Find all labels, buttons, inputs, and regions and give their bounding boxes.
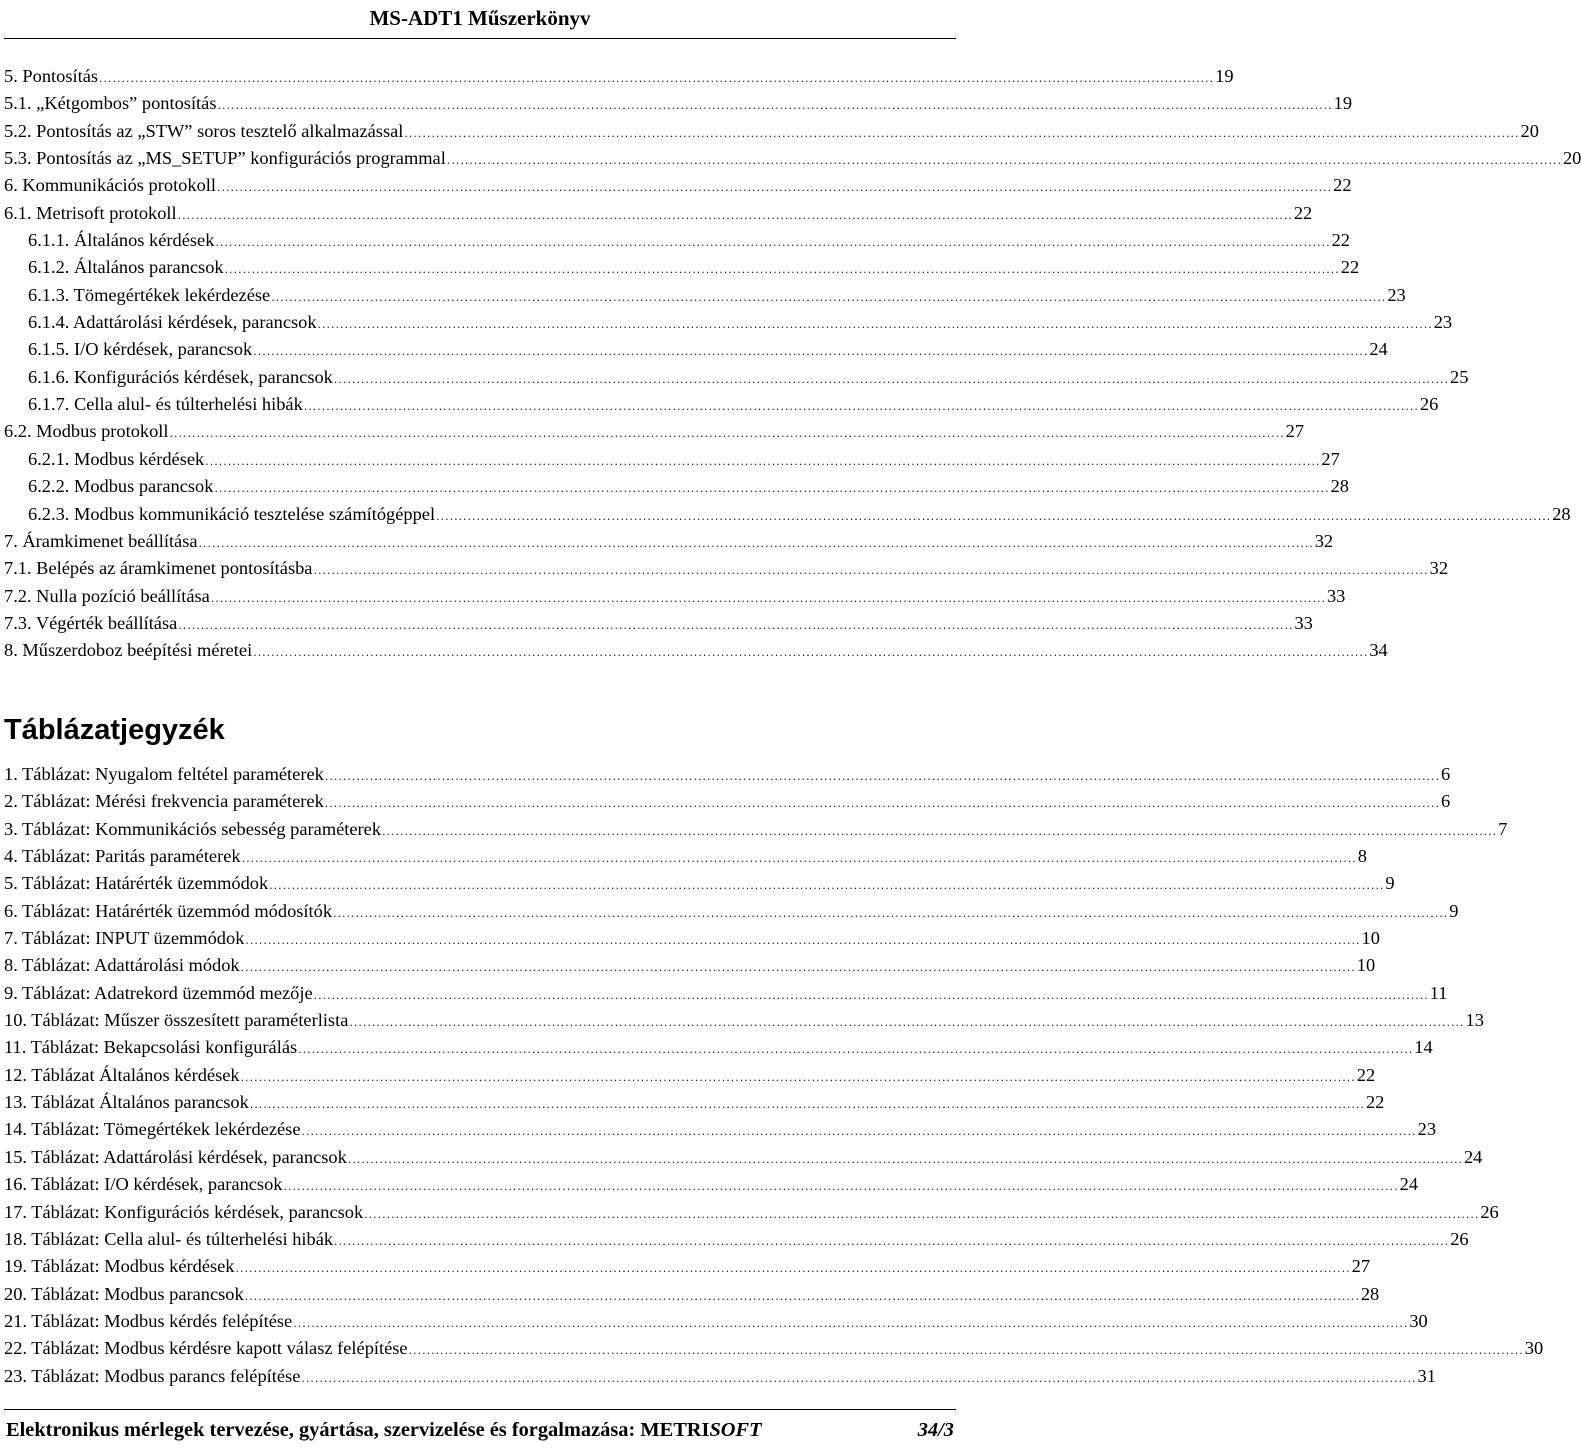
toc-entry-title: 6.2. Modbus protokoll: [4, 421, 169, 442]
toc-entry[interactable]: [4, 1007, 1484, 1034]
toc-entry-title: 10. Táblázat: Műszer összesített paraméterlista: [4, 1010, 349, 1031]
toc-page-number: 27: [1321, 448, 1340, 469]
dot-leader: [314, 982, 1429, 1009]
toc-entry[interactable]: [4, 870, 1395, 897]
toc-entry[interactable]: [4, 925, 1380, 952]
toc-page-number: 11: [1429, 982, 1448, 1003]
toc-page-number: 27: [1285, 421, 1305, 442]
toc-page-number: 26: [1480, 1201, 1499, 1222]
toc-entry[interactable]: [4, 1226, 1469, 1253]
toc-entry[interactable]: [4, 1171, 1419, 1198]
toc-page-number: 30: [1524, 1338, 1544, 1359]
toc-entry[interactable]: [4, 391, 1439, 418]
toc-page-number: 24: [1463, 1146, 1483, 1167]
dot-leader: [241, 1064, 1356, 1091]
toc-page-number: 34: [1369, 640, 1388, 661]
toc-entry[interactable]: [4, 761, 1451, 788]
toc-entry-title: 16. Táblázat: I/O kérdések, parancsok: [4, 1174, 283, 1195]
dot-leader: [301, 1365, 1416, 1392]
toc-entry-title: 1. Táblázat: Nyugalom feltétel paraméterek: [4, 764, 324, 784]
toc-page-number: 22: [1333, 175, 1352, 196]
toc-entry-title: 5. Táblázat: Határérték üzemmódok: [4, 873, 269, 894]
toc-page-number: 28: [1552, 503, 1571, 524]
toc-entry-title: 7.3. Végérték beállítása: [4, 612, 178, 633]
toc-page-number: 32: [1314, 530, 1334, 551]
toc-entry[interactable]: [4, 118, 1539, 145]
toc-entry-title: 23. Táblázat: Modbus parancs felépítése: [4, 1365, 301, 1386]
toc-page-number: 25: [1450, 366, 1469, 387]
toc-page-number: 10: [1356, 955, 1376, 976]
toc-page-number: 33: [1294, 612, 1313, 633]
toc-page-number: 23: [1417, 1119, 1437, 1140]
dot-leader: [447, 147, 1562, 174]
dot-leader: [245, 1283, 1360, 1310]
dot-leader: [302, 1118, 1417, 1145]
toc-entry[interactable]: [4, 501, 1571, 528]
toc-page-number: 9: [1449, 900, 1459, 921]
toc-entry-title: 5.3. Pontosítás az „MS_SETUP” konfigurációs programmal: [4, 148, 446, 169]
toc-entry-title: 13. Táblázat Általános parancsok: [4, 1092, 249, 1113]
toc-entry[interactable]: [4, 1199, 1499, 1226]
toc-entry[interactable]: [4, 528, 1334, 555]
toc-entry[interactable]: [4, 200, 1313, 227]
toc-entry-title: 8. Táblázat: Adattárolási módok: [4, 955, 240, 976]
toc-entry-title: 6.1.6. Konfigurációs kérdések, parancsok: [28, 366, 333, 387]
dot-leader: [225, 256, 1340, 283]
dot-leader: [409, 1337, 1524, 1364]
toc-entry-title: 6.2.1. Modbus kérdések: [28, 448, 205, 469]
toc-page-number: 20: [1520, 120, 1539, 141]
dot-leader: [199, 530, 1314, 557]
page-header-title: MS-ADT1 Műszerkönyv: [369, 6, 591, 30]
toc-page-number: 28: [1360, 1283, 1380, 1304]
toc-entry-title: 3. Táblázat: Kommunikációs sebesség paraméterek: [4, 818, 382, 839]
dot-leader: [269, 872, 1384, 899]
toc-entry-title: 6.1.5. I/O kérdések, parancsok: [28, 339, 253, 360]
toc-entry[interactable]: [4, 843, 1367, 870]
toc-page-number: 23: [1433, 312, 1453, 333]
toc-entry[interactable]: [4, 1253, 1371, 1280]
dot-leader: [318, 311, 1433, 338]
footer-company-line: [6, 1415, 762, 1445]
dot-leader: [241, 954, 1356, 981]
toc-page-number: 6: [1440, 764, 1451, 784]
toc-entry[interactable]: [4, 1116, 1437, 1143]
toc-page-number: 9: [1385, 873, 1395, 894]
toc-page-number: 8: [1357, 846, 1367, 867]
footer-brand-suffix: SOFT: [709, 1419, 762, 1441]
toc-page-number: 7: [1498, 818, 1508, 839]
dot-leader: [218, 92, 1333, 119]
footer-text: Elektronikus mérlegek tervezése, gyártása, szervizelése és forgalmazása: METRI: [6, 1419, 710, 1441]
toc-page-number: 6: [1440, 791, 1451, 812]
dot-leader: [293, 1310, 1408, 1337]
toc-entry-title: 5.1. „Kétgombos” pontosítás: [4, 93, 217, 114]
toc-entry-title: 19. Táblázat: Modbus kérdések: [4, 1256, 235, 1277]
toc-page-number: 23: [1387, 284, 1406, 305]
toc-entry[interactable]: [4, 1034, 1433, 1061]
toc-entry[interactable]: [4, 980, 1448, 1007]
dot-leader: [364, 1201, 1479, 1228]
toc-entry-title: 6. Táblázat: Határérték üzemmód módosítók: [4, 900, 333, 921]
toc-entry-title: 9. Táblázat: Adatrekord üzemmód mezője: [4, 982, 313, 1003]
toc-entry-title: 6.1.3. Tömegértékek lekérdezése: [28, 284, 271, 305]
toc-entry-title: 8. Műszerdoboz beépítési méretei: [4, 640, 253, 661]
toc-entry-title: 7.1. Belépés az áramkimenet pontosításba: [4, 558, 313, 579]
toc-entry[interactable]: [4, 418, 1305, 445]
toc-entry[interactable]: [4, 473, 1349, 500]
toc-page-number: 31: [1417, 1365, 1436, 1386]
dot-leader: [436, 503, 1551, 530]
dot-leader: [333, 900, 1448, 927]
footer-divider: [4, 1409, 956, 1410]
dot-leader: [250, 1091, 1365, 1118]
toc-entry-title: 6.2.3. Modbus kommunikáció tesztelése számítógéppel: [28, 503, 436, 524]
toc-entry-title: 6.2.2. Modbus parancsok: [28, 476, 214, 497]
dot-leader: [253, 639, 1368, 666]
toc-entry[interactable]: [4, 1281, 1380, 1308]
toc-entry[interactable]: [4, 364, 1469, 391]
toc-page-number: 22: [1356, 1064, 1376, 1085]
header-divider: [4, 38, 956, 39]
toc-entry[interactable]: [4, 1062, 1376, 1089]
dot-leader: [99, 65, 1214, 92]
toc-entry-title: 17. Táblázat: Konfigurációs kérdések, parancsok: [4, 1201, 364, 1222]
toc-page-number: 27: [1351, 1256, 1371, 1277]
dot-leader: [271, 284, 1386, 311]
dot-leader: [283, 1173, 1398, 1200]
toc-entry-title: 11. Táblázat: Bekapcsolási konfigurálás: [4, 1037, 298, 1058]
toc-entry[interactable]: [4, 336, 1388, 363]
toc-entry[interactable]: [4, 816, 1508, 843]
toc-entry[interactable]: [4, 583, 1346, 610]
toc-entry-title: 7.2. Nulla pozíció beállítása: [4, 585, 210, 606]
list-of-tables: [4, 761, 1544, 1390]
toc-entry[interactable]: [4, 446, 1340, 473]
table-of-contents: [4, 63, 1581, 665]
dot-leader: [304, 393, 1419, 420]
toc-page-number: 19: [1333, 93, 1353, 114]
toc-entry[interactable]: [4, 637, 1388, 664]
toc-entry-title: 6.1.2. Általános parancsok: [28, 257, 224, 278]
toc-entry[interactable]: [4, 1363, 1436, 1390]
toc-entry-title: 6.1.4. Adattárolási kérdések, parancsok: [28, 312, 317, 333]
dot-leader: [242, 845, 1357, 872]
dot-leader: [348, 1146, 1463, 1173]
toc-page-number: 26: [1450, 1228, 1469, 1249]
dot-leader: [404, 120, 1519, 147]
toc-entry-title: 7. Áramkimenet beállítása: [4, 530, 198, 551]
dot-leader: [334, 1228, 1449, 1255]
toc-page-number: 28: [1330, 476, 1349, 497]
toc-entry[interactable]: [4, 145, 1581, 172]
toc-entry[interactable]: [4, 172, 1352, 199]
page-footer: [6, 1415, 954, 1445]
toc-page-number: 32: [1429, 558, 1449, 579]
toc-entry[interactable]: [4, 1335, 1544, 1362]
toc-entry-title: 15. Táblázat: Adattárolási kérdések, parancsok: [4, 1146, 347, 1167]
dot-leader: [178, 612, 1293, 639]
toc-page-number: 13: [1465, 1010, 1484, 1031]
toc-entry[interactable]: [4, 1144, 1483, 1171]
toc-entry[interactable]: [4, 282, 1406, 309]
toc-entry[interactable]: [4, 1308, 1428, 1335]
dot-leader: [334, 366, 1449, 393]
toc-entry-title: 21. Táblázat: Modbus kérdés felépítése: [4, 1310, 293, 1331]
toc-entry[interactable]: [4, 63, 1234, 90]
dot-leader: [178, 202, 1293, 229]
toc-page-number: 10: [1361, 928, 1380, 949]
toc-entry-title: 18. Táblázat: Cella alul- és túlterhelési hibák: [4, 1228, 334, 1249]
dot-leader: [253, 338, 1368, 365]
footer-page-number: 34/3: [917, 1419, 954, 1441]
toc-entry-title: 2. Táblázat: Mérési frekvencia paraméterek: [4, 791, 324, 812]
toc-page-number: 24: [1399, 1174, 1419, 1195]
toc-page-number: 19: [1215, 66, 1234, 86]
dot-leader: [325, 763, 1440, 790]
dot-leader: [205, 448, 1320, 475]
toc-page-number: 14: [1414, 1037, 1433, 1058]
toc-page-number: 22: [1340, 257, 1360, 278]
dot-leader: [382, 818, 1497, 845]
toc-page-number: 22: [1365, 1092, 1385, 1113]
dot-leader: [214, 475, 1329, 502]
toc-entry[interactable]: [4, 610, 1313, 637]
toc-entry[interactable]: [4, 555, 1449, 582]
toc-entry[interactable]: [4, 309, 1453, 336]
dot-leader: [245, 927, 1360, 954]
toc-entry-title: 7. Táblázat: INPUT üzemmódok: [4, 928, 245, 949]
toc-entry-title: 5.2. Pontosítás az „STW” soros tesztelő alkalmazással: [4, 120, 404, 141]
toc-entry-title: 14. Táblázat: Tömegértékek lekérdezése: [4, 1119, 301, 1140]
toc-entry-title: 20. Táblázat: Modbus parancsok: [4, 1283, 244, 1304]
toc-entry-title: 6.1. Metrisoft protokoll: [4, 202, 177, 223]
toc-entry[interactable]: [4, 788, 1451, 815]
toc-entry[interactable]: [4, 90, 1353, 117]
toc-page-number: 24: [1369, 339, 1388, 360]
toc-entry[interactable]: [4, 952, 1376, 979]
toc-page-number: 20: [1562, 148, 1581, 169]
dot-leader: [215, 229, 1330, 256]
toc-page-number: 26: [1419, 394, 1439, 415]
toc-entry[interactable]: [4, 227, 1350, 254]
toc-page-number: 30: [1409, 1310, 1428, 1331]
dot-leader: [325, 790, 1440, 817]
toc-entry-title: 6.1.7. Cella alul- és túlterhelési hibák: [28, 394, 303, 415]
toc-entry-title: 6.1.1. Általános kérdések: [28, 230, 215, 251]
toc-entry[interactable]: [4, 898, 1459, 925]
toc-entry-title: 22. Táblázat: Modbus kérdésre kapott válasz felépítése: [4, 1338, 408, 1359]
toc-entry-title: 5. Pontosítás: [4, 66, 99, 86]
tables-heading: Táblázatjegyzék: [4, 714, 225, 746]
dot-leader: [298, 1036, 1413, 1063]
toc-entry[interactable]: [4, 254, 1360, 281]
dot-leader: [313, 557, 1428, 584]
toc-entry-title: 12. Táblázat Általános kérdések: [4, 1064, 240, 1085]
toc-entry-title: 6. Kommunikációs protokoll: [4, 175, 216, 196]
toc-entry-title: 4. Táblázat: Paritás paraméterek: [4, 846, 241, 867]
toc-page-number: 33: [1326, 585, 1346, 606]
dot-leader: [170, 420, 1285, 447]
toc-page-number: 22: [1331, 230, 1350, 251]
dot-leader: [217, 174, 1332, 201]
toc-entry[interactable]: [4, 1089, 1385, 1116]
toc-page-number: 22: [1293, 202, 1313, 223]
dot-leader: [349, 1009, 1464, 1036]
dot-leader: [211, 585, 1326, 612]
dot-leader: [236, 1255, 1351, 1282]
